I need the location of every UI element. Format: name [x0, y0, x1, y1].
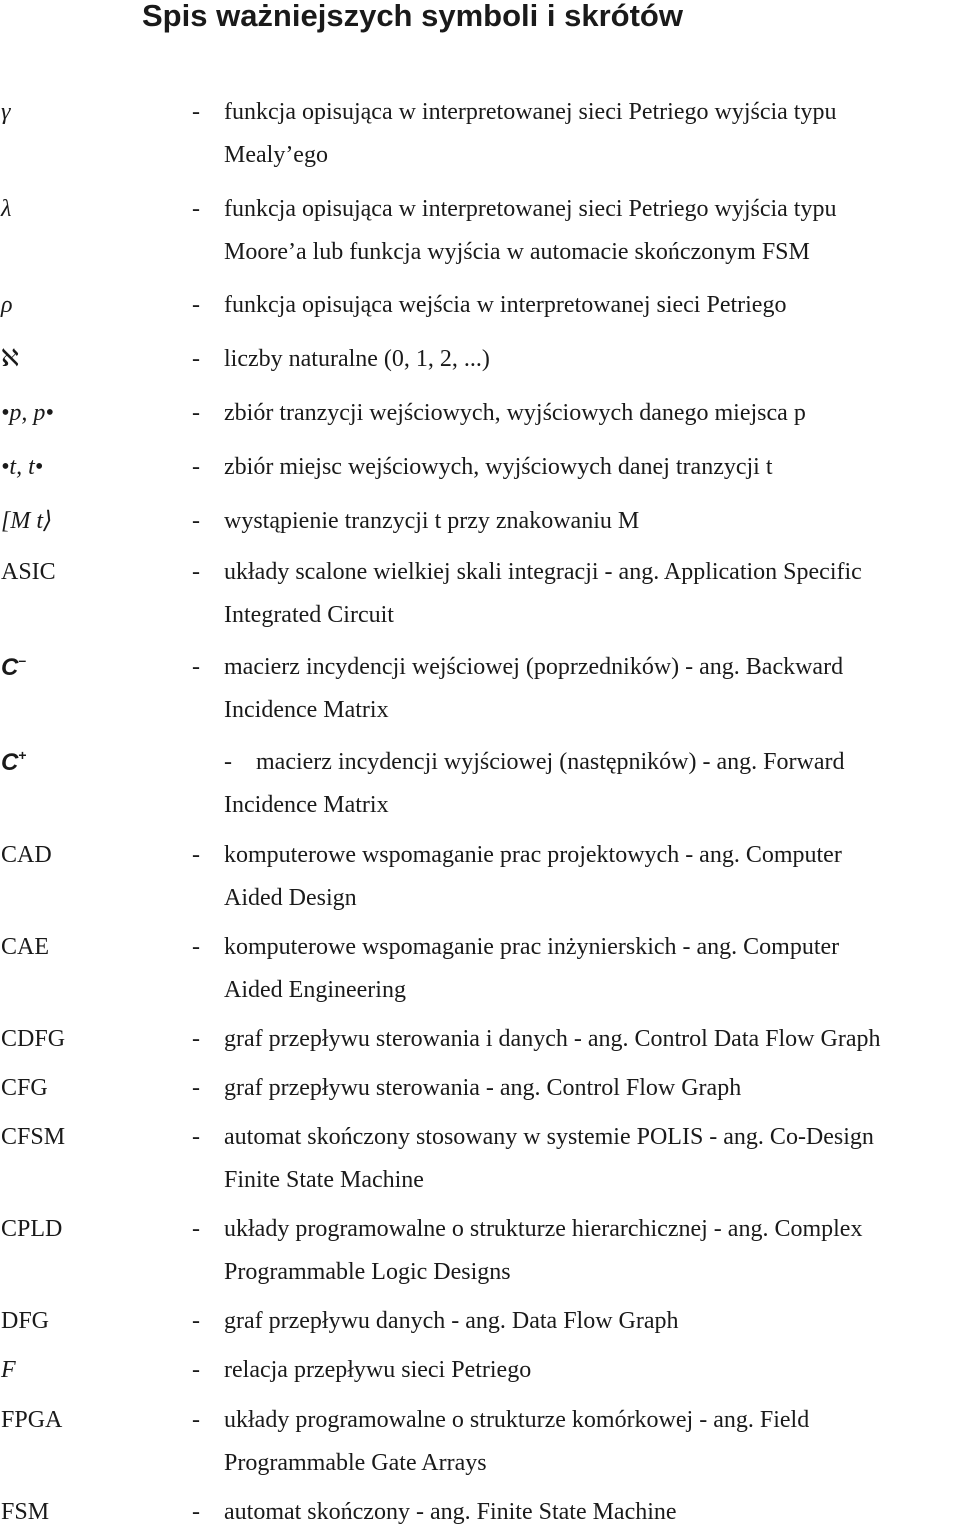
entry-description: komputerowe wspomaganie prac inżynierskich - ang. Computer	[224, 934, 840, 960]
entry-symbol: CFSM	[1, 1124, 66, 1150]
entry-symbol: CDFG	[1, 1026, 66, 1052]
entry-symbol-superscript: +	[18, 747, 27, 763]
entry-description: liczby naturalne (0, 1, 2, ...)	[224, 346, 490, 372]
entry-description-continuation: Incidence Matrix	[224, 792, 389, 818]
entry-description-continuation: Programmable Gate Arrays	[224, 1450, 487, 1476]
entry-symbol: ASIC	[1, 559, 56, 585]
entry-dash: -	[192, 934, 200, 960]
entry-dash: -	[192, 654, 200, 680]
entry-dash: -	[192, 559, 200, 585]
entry-description: funkcja opisująca wejścia w interpretowanej sieci Petriego	[224, 292, 787, 318]
page-title: Spis ważniejszych symboli i skrótów	[142, 0, 683, 33]
entry-symbol: CPLD	[1, 1216, 63, 1242]
entry-dash: -	[192, 1124, 200, 1150]
entry-dash: -	[192, 454, 200, 480]
entry-description: zbiór miejsc wejściowych, wyjściowych danej tranzycji t	[224, 454, 773, 480]
entry-description: graf przepływu danych - ang. Data Flow Graph	[224, 1308, 679, 1334]
entry-dash: -	[192, 1216, 200, 1242]
entry-symbol: F	[1, 1357, 16, 1383]
entry-dash: -	[192, 1308, 200, 1334]
entry-description: zbiór tranzycji wejściowych, wyjściowych danego miejsca p	[224, 400, 806, 426]
entry-symbol-base: C	[1, 749, 19, 776]
entry-symbol	[1, 646, 26, 689]
entry-symbol: FPGA	[1, 1407, 63, 1433]
entry-symbol-superscript: –	[18, 652, 27, 668]
entry-dash: -	[192, 99, 200, 125]
entry-dash: -	[192, 292, 200, 318]
entry-symbol: •p, p•	[1, 400, 54, 426]
entry-dash: -	[192, 842, 200, 868]
entry-description: automat skończony stosowany w systemie POLIS - ang. Co-Design	[224, 1124, 874, 1150]
entry-dash: -	[192, 508, 200, 534]
entry-description: układy programowalne o strukturze hierarchicznej - ang. Complex	[224, 1216, 863, 1242]
entry-symbol: [M t⟩	[1, 508, 53, 534]
entry-description: układy scalone wielkiej skali integracji - ang. Application Specific	[224, 559, 862, 585]
entry-description-continuation: Aided Design	[224, 885, 357, 911]
entry-dash: -	[192, 1357, 200, 1383]
entry-symbol: ℵ	[1, 346, 19, 372]
entry-description: macierz incydencji wejściowej (poprzedników) - ang. Backward	[224, 654, 844, 680]
entry-description: funkcja opisująca w interpretowanej sieci Petriego wyjścia typu	[224, 196, 837, 222]
entry-description-continuation: Moore’a lub funkcja wyjścia w automacie skończonym FSM	[224, 239, 810, 265]
entry-description-continuation: Integrated Circuit	[224, 602, 394, 628]
entry-description-continuation: Mealy’ego	[224, 142, 328, 168]
entry-dash: -	[192, 1499, 200, 1525]
entry-symbol: γ	[1, 99, 11, 125]
entry-symbol: CFG	[1, 1075, 48, 1101]
entry-description: układy programowalne o strukturze komórkowej - ang. Field	[224, 1407, 810, 1433]
entry-description-continuation: Finite State Machine	[224, 1167, 424, 1193]
entry-symbol: FSM	[1, 1499, 50, 1525]
entry-description-continuation: Aided Engineering	[224, 977, 406, 1003]
entry-description: wystąpienie tranzycji t przy znakowaniu M	[224, 508, 640, 534]
entry-symbol: •t, t•	[1, 454, 44, 480]
entry-description-continuation: Incidence Matrix	[224, 697, 389, 723]
entry-symbol: CAE	[1, 934, 49, 960]
entry-dash: -	[192, 1026, 200, 1052]
entry-description-continuation: Programmable Logic Designs	[224, 1259, 511, 1285]
entry-symbol: DFG	[1, 1308, 50, 1334]
entry-description: komputerowe wspomaganie prac projektowych - ang. Computer	[224, 842, 842, 868]
entry-dash: -	[192, 400, 200, 426]
entry-dash: -	[192, 1075, 200, 1101]
entry-dash: -	[192, 346, 200, 372]
entry-symbol-base: C	[1, 654, 19, 681]
entry-symbol: λ	[1, 196, 12, 222]
entry-description: macierz incydencji wyjściowej (następników) - ang. Forward	[256, 749, 845, 775]
entry-symbol: ρ	[1, 292, 13, 318]
entry-description: graf przepływu sterowania i danych - ang. Control Data Flow Graph	[224, 1026, 881, 1052]
entry-description: funkcja opisująca w interpretowanej sieci Petriego wyjścia typu	[224, 99, 837, 125]
entry-description: relacja przepływu sieci Petriego	[224, 1357, 532, 1383]
entry-description: automat skończony - ang. Finite State Machine	[224, 1499, 677, 1525]
entry-description: graf przepływu sterowania - ang. Control Flow Graph	[224, 1075, 742, 1101]
entry-dash: -	[192, 1407, 200, 1433]
entry-symbol	[1, 741, 27, 784]
entry-dash: -	[192, 196, 200, 222]
entry-dash: -	[224, 749, 232, 775]
entry-symbol: CAD	[1, 842, 52, 868]
